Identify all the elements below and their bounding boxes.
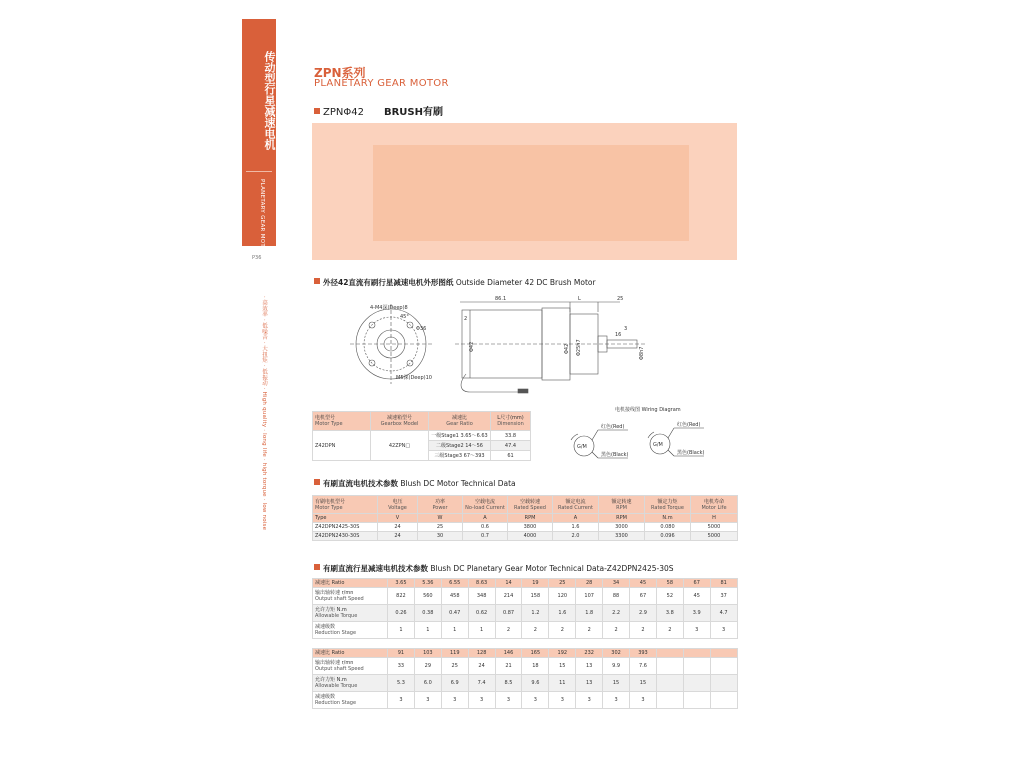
- section-square-icon: [314, 564, 320, 570]
- table-cell: 2: [603, 622, 630, 639]
- section-outline-title: [314, 277, 596, 288]
- gearbox-cell: 42ZPN□: [371, 431, 429, 461]
- table-cell: [683, 675, 710, 692]
- table-cell: 29: [414, 658, 441, 675]
- table-cell: 4.7: [710, 605, 737, 622]
- table-cell: [683, 649, 710, 658]
- table-cell: [710, 649, 737, 658]
- table-cell: 8.63: [468, 579, 495, 588]
- table-header: 电机型号 Motor Type: [313, 412, 371, 431]
- table-cell: 0.38: [414, 605, 441, 622]
- outline-drawing: [340, 292, 740, 397]
- table-cell: 3: [549, 692, 576, 709]
- series-title-cn: ZPN系列: [314, 66, 366, 80]
- table-cell: 0.47: [441, 605, 468, 622]
- table-row: [313, 622, 738, 639]
- table-cell: 7.6: [630, 658, 657, 675]
- table-header: 有刷电机型号 Motor Type: [313, 496, 378, 514]
- section-outline-en: Outside Diameter 42 DC Brush Motor: [455, 278, 596, 287]
- table-cell: 3: [522, 692, 549, 709]
- row-label: 减速比 Ratio: [313, 649, 388, 658]
- section-motor-cn: 有刷直流电机技术参数: [323, 479, 398, 488]
- table-cell: 1.8: [576, 605, 603, 622]
- table-cell: 3: [630, 692, 657, 709]
- table-cell: 0.6: [463, 523, 508, 532]
- table-header: 空载转速 Rated Speed: [508, 496, 553, 514]
- table-row: [313, 649, 738, 658]
- section-outline-cn: 外径42直流有刷行星减速电机外形图纸: [323, 278, 454, 287]
- wiring-title: 电机接线图 Wiring Diagram: [615, 407, 681, 413]
- table-row: [313, 588, 738, 605]
- table-cell: 3: [414, 692, 441, 709]
- table-cell: 4000: [508, 532, 553, 541]
- table-cell: 2: [576, 622, 603, 639]
- wire-red: [668, 428, 674, 438]
- table-cell: 21: [495, 658, 522, 675]
- table-cell: [683, 692, 710, 709]
- table-cell: 2.2: [603, 605, 630, 622]
- table-cell: 25: [441, 658, 468, 675]
- dia-42-label: Φ42: [469, 341, 475, 352]
- row-label: 减速级数 Reduction Stage: [313, 692, 388, 709]
- section-gear-title: [314, 563, 674, 574]
- wire-red: [592, 430, 598, 440]
- section-gear-cn: 有刷直流行星减速电机技术参数: [323, 564, 428, 573]
- table-cell: 3: [710, 622, 737, 639]
- table-cell: 348: [468, 588, 495, 605]
- table-cell: 34: [603, 579, 630, 588]
- black-label-left: 黑色(Black): [601, 452, 629, 458]
- table-cell: 1: [414, 622, 441, 639]
- front-view: [350, 304, 432, 384]
- page-number: P36: [252, 255, 262, 261]
- side-view: [455, 296, 645, 393]
- dia-36-label: Φ36: [416, 326, 427, 332]
- table-cell: 6.0: [414, 675, 441, 692]
- red-label-left: 红色(Red): [601, 424, 625, 430]
- table-cell: 3800: [508, 523, 553, 532]
- brush-label: BRUSH有刷: [383, 107, 443, 118]
- table-cell: 2: [522, 622, 549, 639]
- table-cell: Z42DPN2430-30S: [313, 532, 378, 541]
- wiring-right: [648, 421, 704, 456]
- table-cell: 5000: [691, 532, 738, 541]
- table-cell: [683, 658, 710, 675]
- table-cell: 2: [495, 622, 522, 639]
- table-cell: 1.2: [522, 605, 549, 622]
- table-header: 额定电流 Rated Current: [553, 496, 599, 514]
- table-cell: 24: [468, 658, 495, 675]
- dim-l: L: [578, 296, 581, 302]
- table-cell: 120: [549, 588, 576, 605]
- table-cell: 15: [603, 675, 630, 692]
- unit-cell: W: [418, 514, 463, 523]
- table-cell: 214: [495, 588, 522, 605]
- table-cell: 二级Stage2 14～56: [429, 441, 491, 451]
- table-cell: [656, 649, 683, 658]
- wire-end: [518, 389, 528, 393]
- table-cell: 81: [710, 579, 737, 588]
- table-cell: 18: [522, 658, 549, 675]
- dia-8-label: Φ8h7: [639, 346, 645, 360]
- table-cell: 5.3: [388, 675, 415, 692]
- table-cell: 1.6: [553, 523, 599, 532]
- table-cell: 1: [468, 622, 495, 639]
- table-cell: [710, 675, 737, 692]
- table-cell: 3.65: [388, 579, 415, 588]
- table-cell: 302: [603, 649, 630, 658]
- motor-row-1: [313, 532, 738, 541]
- table-cell: 3000: [599, 523, 645, 532]
- motor-cell: Z42DPN: [313, 431, 371, 461]
- model-line: [314, 103, 443, 118]
- dim-25: 25: [617, 296, 624, 302]
- table-cell: 393: [630, 649, 657, 658]
- table-cell: 458: [441, 588, 468, 605]
- table-cell: 9.6: [522, 675, 549, 692]
- table-cell: 3: [495, 692, 522, 709]
- row-label: 输出轴转速 r/mn Output shaft Speed: [313, 588, 388, 605]
- table-cell: 3: [603, 692, 630, 709]
- dim-total: 86.1: [495, 296, 507, 302]
- unit-cell: A: [553, 514, 599, 523]
- table-cell: 0.62: [468, 605, 495, 622]
- table-cell: [656, 692, 683, 709]
- table-cell: 45: [630, 579, 657, 588]
- table-cell: 5000: [691, 523, 738, 532]
- table-header: L尺寸(mm) Dimension: [491, 412, 531, 431]
- table-cell: 2: [656, 622, 683, 639]
- black-label-right: 黑色(Black): [677, 450, 705, 456]
- angle-label: 45°: [400, 314, 409, 320]
- sidebar-features: · 高效率 · 低噪音 · 大扭矩 · 低振动 · High quality · long life · high torque · low noise: [261, 296, 267, 531]
- table-cell: 3: [441, 692, 468, 709]
- table-cell: 3.9: [683, 605, 710, 622]
- table-cell: 560: [414, 588, 441, 605]
- table-cell: 1: [441, 622, 468, 639]
- table-gap: [313, 639, 738, 649]
- table-cell: 67: [630, 588, 657, 605]
- table-cell: [656, 675, 683, 692]
- model-name: ZPNΦ42: [323, 107, 364, 118]
- hole-note: 4-M4深(Deep)8: [370, 305, 408, 311]
- table-cell: 0.096: [645, 532, 691, 541]
- table-cell: 9.9: [603, 658, 630, 675]
- table-cell: 8.5: [495, 675, 522, 692]
- gm-label-left: G/M: [577, 444, 587, 450]
- table-cell: 一级Stage1 3.65～6.63: [429, 431, 491, 441]
- table-cell: 11: [549, 675, 576, 692]
- table-cell: 15: [549, 658, 576, 675]
- table-cell: 1.6: [549, 605, 576, 622]
- table-header: 功率 Power: [418, 496, 463, 514]
- table-cell: 0.26: [388, 605, 415, 622]
- unit-cell: RPM: [508, 514, 553, 523]
- table-cell: 13: [576, 658, 603, 675]
- unit-cell: N.m: [645, 514, 691, 523]
- sidebar-divider: [246, 171, 272, 172]
- table-cell: 232: [576, 649, 603, 658]
- table-cell: 0.87: [495, 605, 522, 622]
- row-label: 允许力矩 N.m Allowable Torque: [313, 675, 388, 692]
- table-cell: 15: [630, 675, 657, 692]
- row-label: 允许力矩 N.m Allowable Torque: [313, 605, 388, 622]
- unit-cell: RPM: [599, 514, 645, 523]
- table-header: 减速比 Gear Ratio: [429, 412, 491, 431]
- table-cell: 37: [710, 588, 737, 605]
- unit-cell: Type: [313, 514, 378, 523]
- table-header: 额定力矩 Rated Torque: [645, 496, 691, 514]
- table-cell: 33.8: [491, 431, 531, 441]
- table-cell: 5.36: [414, 579, 441, 588]
- dim-3: 3: [624, 326, 628, 332]
- dia-42b-label: Φ42: [564, 343, 570, 354]
- section-gear-en: Blush DC Planetary Gear Motor Technical Data-Z42DPN2425-30S: [430, 564, 674, 573]
- table-cell: [710, 658, 737, 675]
- table-cell: 0.080: [645, 523, 691, 532]
- table-cell: 24: [378, 523, 418, 532]
- table-cell: 61: [491, 451, 531, 461]
- table-cell: 0.7: [463, 532, 508, 541]
- table-cell: 19: [522, 579, 549, 588]
- section-square-icon: [314, 278, 320, 284]
- row-label: 输出轴转速 r/mn Output shaft Speed: [313, 658, 388, 675]
- table-cell: 6.9: [441, 675, 468, 692]
- red-label-right: 红色(Red): [677, 422, 701, 428]
- table-cell: 165: [522, 649, 549, 658]
- table-cell: 158: [522, 588, 549, 605]
- wiring-left: [571, 423, 628, 458]
- table-cell: 103: [414, 649, 441, 658]
- product-photo-inner: [373, 145, 689, 241]
- motor-header-row: [313, 496, 738, 514]
- table-cell: 47.4: [491, 441, 531, 451]
- table-header: 电压 Voltage: [378, 496, 418, 514]
- table-cell: [710, 692, 737, 709]
- table-cell: 1: [388, 622, 415, 639]
- table-cell: 2.9: [630, 605, 657, 622]
- table-row: [313, 579, 738, 588]
- table-cell: 822: [388, 588, 415, 605]
- section-square-icon: [314, 479, 320, 485]
- row-label: 减速比 Ratio: [313, 579, 388, 588]
- table-cell: 146: [495, 649, 522, 658]
- table-cell: 192: [549, 649, 576, 658]
- gear-data-table: [312, 578, 738, 709]
- table-cell: 2: [630, 622, 657, 639]
- screw-note: M5深(Deep)10: [396, 375, 432, 381]
- table-cell: 88: [603, 588, 630, 605]
- row-label: 减速级数 Reduction Stage: [313, 622, 388, 639]
- table-cell: 25: [549, 579, 576, 588]
- section-motor-title: [314, 478, 516, 489]
- motor-data-table: [312, 495, 738, 541]
- table-cell: 52: [656, 588, 683, 605]
- table-cell: [656, 658, 683, 675]
- table-cell: 2.0: [553, 532, 599, 541]
- table-cell: Z42DPN2425-30S: [313, 523, 378, 532]
- wiring-diagram: [568, 418, 718, 470]
- wire-black: [668, 450, 674, 456]
- sidebar-title-cn: 传动型行星减速电机: [263, 50, 276, 150]
- table-cell: 3: [468, 692, 495, 709]
- table-header: 额定转速 RPM: [599, 496, 645, 514]
- table-cell: 7.4: [468, 675, 495, 692]
- gm-label-right: G/M: [653, 442, 663, 448]
- table-cell: 128: [468, 649, 495, 658]
- table-cell: 3: [388, 692, 415, 709]
- section-square-icon: [314, 108, 320, 114]
- table-row: [313, 692, 738, 709]
- unit-cell: H: [691, 514, 738, 523]
- table-header: 空载电流 No-load Current: [463, 496, 508, 514]
- dim-16: 16: [615, 332, 622, 338]
- series-title-en: PLANETARY GEAR MOTOR: [314, 78, 449, 89]
- table-row: [313, 675, 738, 692]
- wire-black: [592, 452, 598, 458]
- table-header: 减速箱型号 Gearbox Model: [371, 412, 429, 431]
- motor-row-0: [313, 523, 738, 532]
- table-cell: 6.55: [441, 579, 468, 588]
- table-cell: 107: [576, 588, 603, 605]
- table-cell: 3.8: [656, 605, 683, 622]
- table-header: 电机寿命 Motor Life: [691, 496, 738, 514]
- gearbox-dimension-table: [312, 411, 531, 461]
- table-cell: 三级Stage3 67～393: [429, 451, 491, 461]
- dim-2: 2: [464, 316, 468, 322]
- table-cell: 3: [576, 692, 603, 709]
- table-cell: 3: [683, 622, 710, 639]
- table-cell: 28: [576, 579, 603, 588]
- table-cell: 13: [576, 675, 603, 692]
- table-row: [313, 658, 738, 675]
- unit-cell: V: [378, 514, 418, 523]
- dia-25-label: Φ25h7: [576, 339, 582, 356]
- table-cell: 58: [656, 579, 683, 588]
- gap-cell: [313, 639, 738, 649]
- table-cell: 119: [441, 649, 468, 658]
- table-cell: 30: [418, 532, 463, 541]
- table-cell: 24: [378, 532, 418, 541]
- table-row: [313, 605, 738, 622]
- table-cell: 25: [418, 523, 463, 532]
- sidebar-title-en: PLANETARY GEAR MOTOR: [259, 179, 265, 256]
- motor-units-row: [313, 514, 738, 523]
- table-cell: 14: [495, 579, 522, 588]
- unit-cell: A: [463, 514, 508, 523]
- table-cell: 45: [683, 588, 710, 605]
- table-cell: 67: [683, 579, 710, 588]
- sidebar-band: [242, 19, 276, 256]
- table-cell: 33: [388, 658, 415, 675]
- table-cell: 2: [549, 622, 576, 639]
- table-cell: 3300: [599, 532, 645, 541]
- section-motor-en: Blush DC Motor Technical Data: [400, 479, 516, 488]
- table-cell: 91: [388, 649, 415, 658]
